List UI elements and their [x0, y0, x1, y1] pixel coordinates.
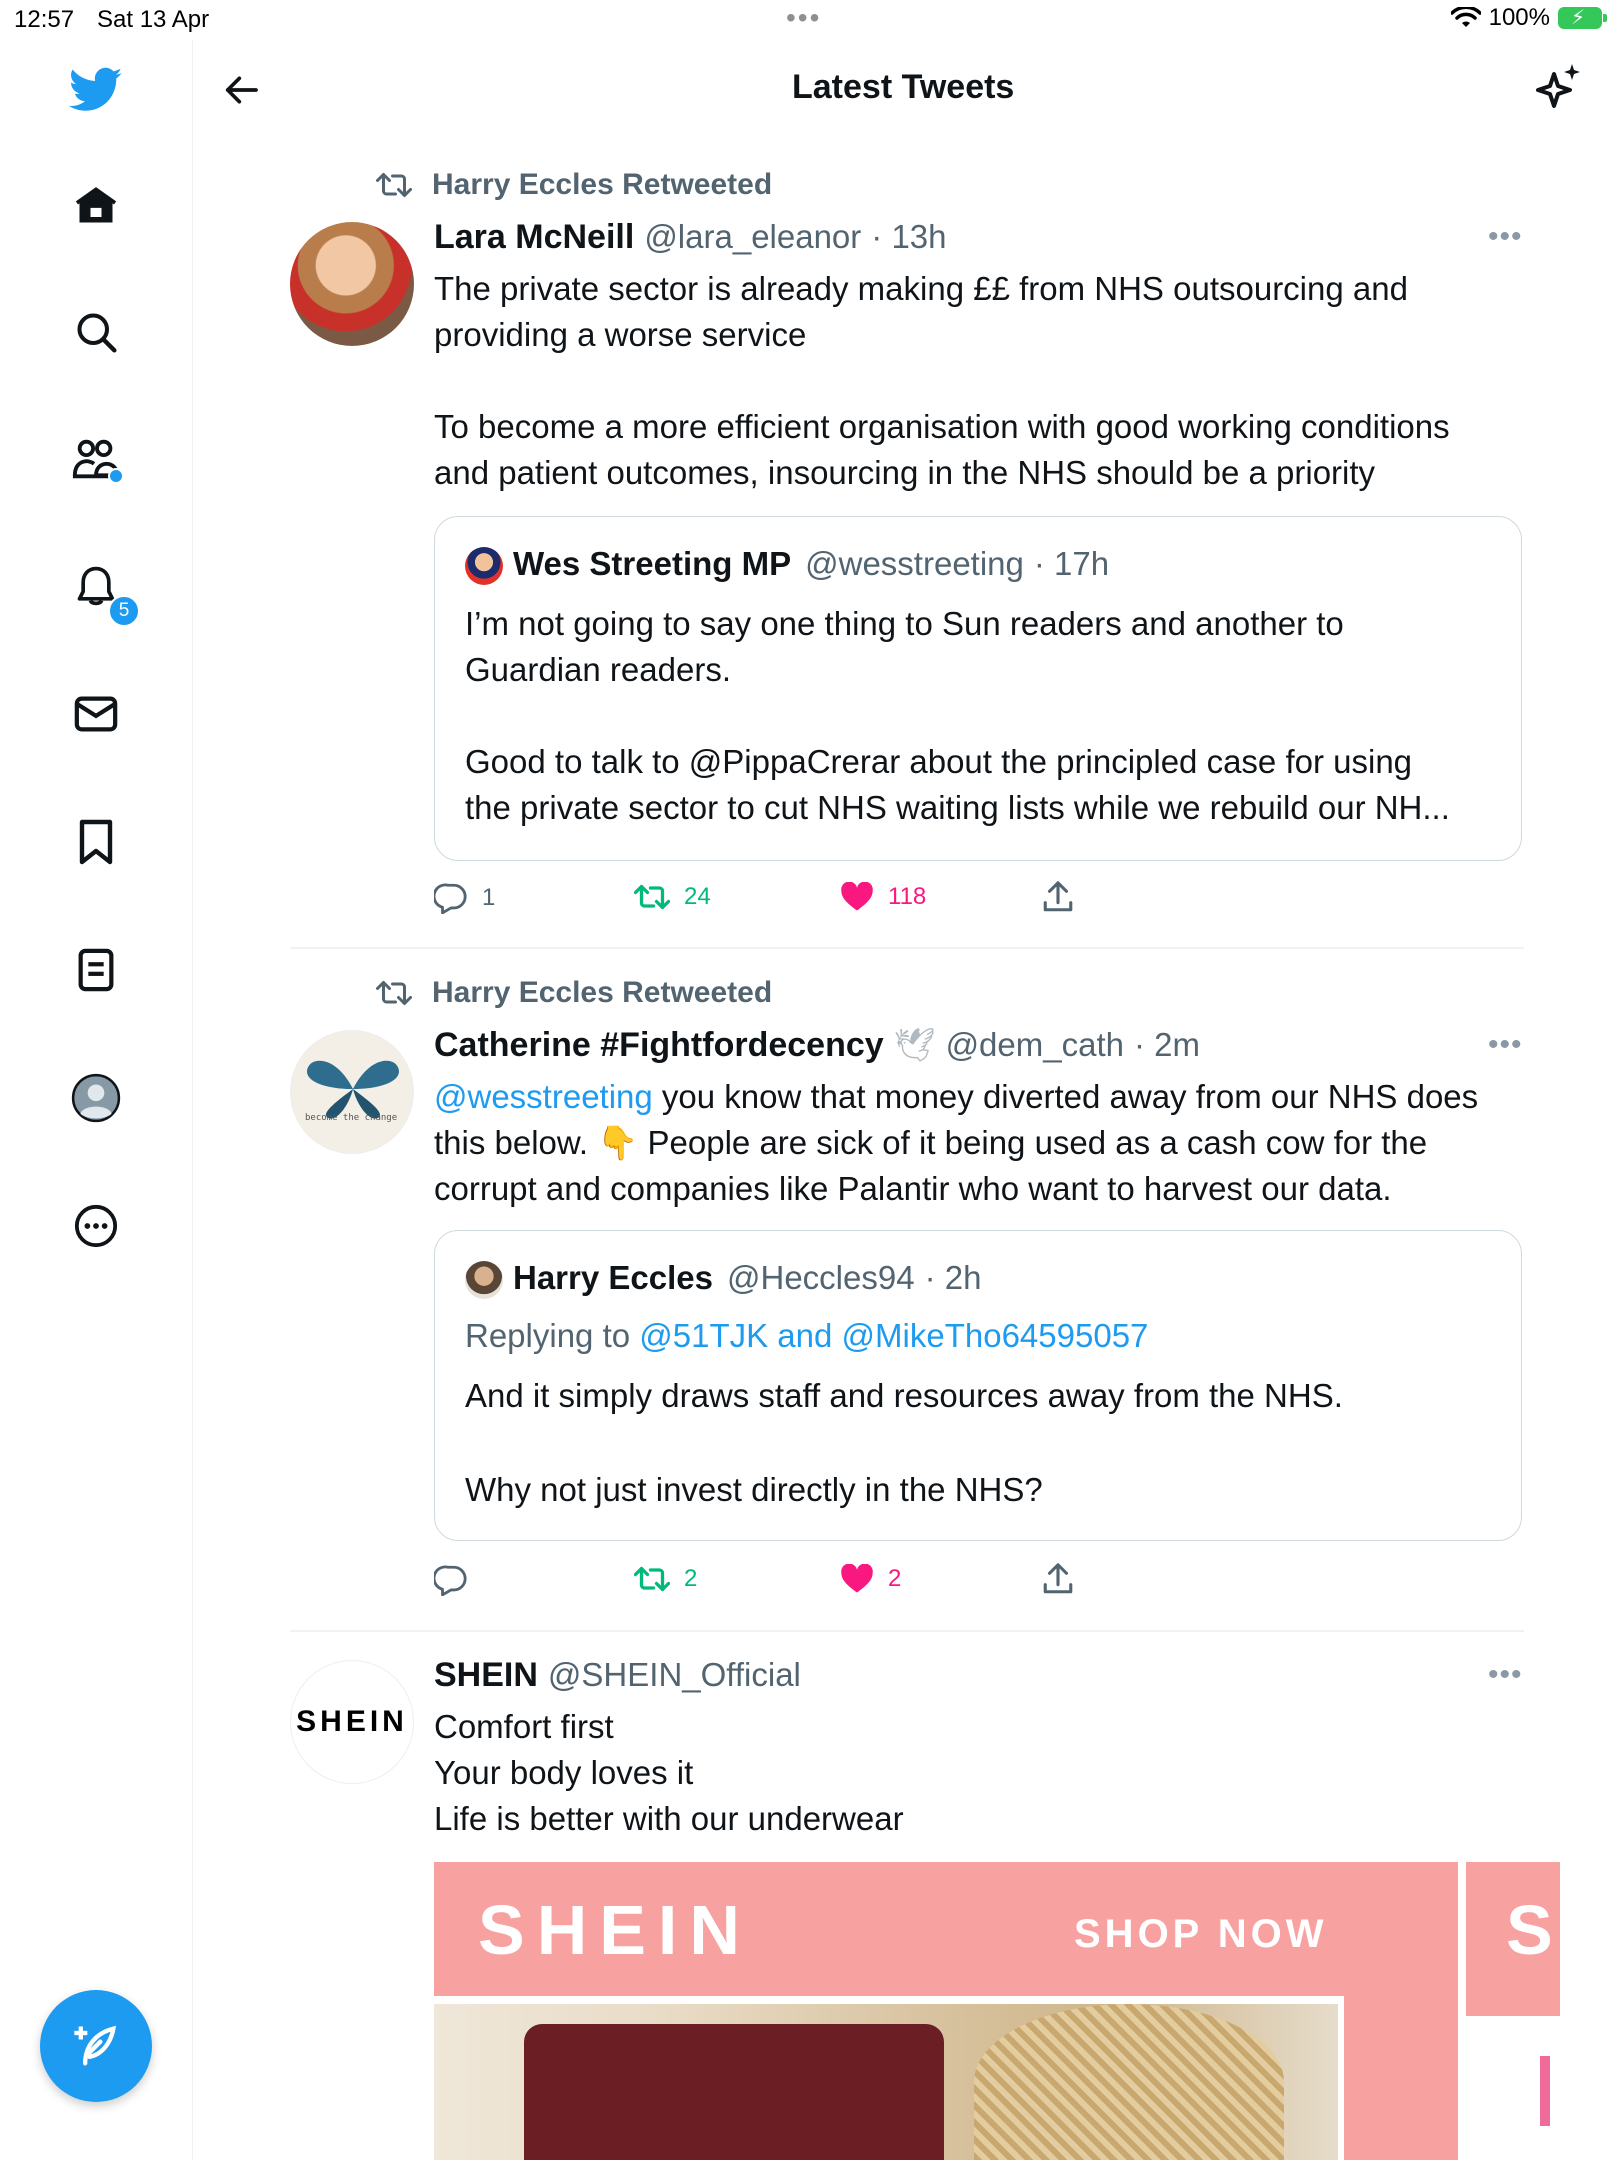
display-name[interactable]: SHEIN	[434, 1656, 538, 1694]
quoted-line: I’m not going to say one thing to Sun readers and another to	[465, 605, 1344, 642]
tweet-divider	[290, 1630, 1524, 1632]
profile-avatar-icon[interactable]	[68, 1070, 124, 1126]
display-name[interactable]: Catherine #Fightfordecency	[434, 1026, 884, 1064]
retweet-icon	[376, 171, 412, 199]
tweet-line: Your body loves it	[434, 1754, 694, 1791]
like-button[interactable]	[840, 882, 926, 912]
tweet-text	[434, 1704, 1524, 1842]
quoted-line: the private sector to cut NHS waiting lists while we rebuild our NH...	[465, 789, 1450, 826]
display-name[interactable]: Lara McNeill	[434, 218, 635, 256]
status-time: 12:57	[14, 6, 75, 33]
quoted-line: Good to talk to @PippaCrerar about the principled case for using	[465, 743, 1413, 780]
tweet-line: To become a more efficient organisation with good working conditions	[434, 408, 1450, 445]
ad-product-image	[434, 2004, 1338, 2160]
user-avatar[interactable]	[290, 1660, 414, 1784]
status-date: Sat 13 Apr	[97, 6, 210, 33]
more-options-icon[interactable]: •••	[1488, 1028, 1523, 1061]
quoted-user-handle: @Heccles94	[726, 1259, 915, 1296]
retweeted-by-text[interactable]: Harry Eccles Retweeted	[432, 976, 773, 1009]
share-button[interactable]	[1042, 1562, 1074, 1596]
like-button[interactable]	[840, 1564, 901, 1594]
quoted-tweet[interactable]	[434, 516, 1522, 861]
retweet-label	[376, 168, 772, 202]
ad-media-card-next[interactable]	[1466, 1862, 1560, 2160]
avatar-caption: become the change	[305, 1113, 398, 1123]
tweet-line: and patient outcomes, insourcing in the NHS should be a priority	[434, 454, 1376, 491]
retweet-icon	[634, 882, 670, 912]
quoted-tweet[interactable]	[434, 1230, 1522, 1541]
quoted-tweet-text	[465, 1373, 1505, 1513]
retweeted-by-text[interactable]: Harry Eccles Retweeted	[432, 168, 773, 201]
home-icon[interactable]	[68, 178, 124, 234]
quoted-line: Guardian readers.	[465, 651, 731, 688]
quoted-display-name: Harry Eccles	[513, 1259, 713, 1296]
tweet-line: corrupt and companies like Palantir who want to harvest our data.	[434, 1170, 1392, 1207]
ad-brand-text: SHEIN	[478, 1891, 752, 1969]
twitter-logo-icon[interactable]	[68, 62, 124, 118]
reply-button[interactable]	[434, 1564, 482, 1596]
share-button[interactable]	[1042, 880, 1074, 914]
product-underwear-image	[524, 2024, 944, 2160]
lists-icon[interactable]	[68, 942, 124, 998]
replying-to-users[interactable]: @51TJK and @MikeTho64595057	[639, 1317, 1149, 1354]
reply-button[interactable]	[434, 882, 495, 914]
quoted-tweet-time: · 2h	[924, 1259, 982, 1296]
wifi-icon	[1451, 7, 1481, 29]
compose-tweet-button[interactable]	[40, 1990, 152, 2102]
communities-dot	[108, 468, 124, 484]
tweet-header	[434, 1656, 801, 1695]
ad-cta-text[interactable]: SHOP NOW	[1074, 1912, 1328, 1956]
retweet-icon	[634, 1564, 670, 1594]
retweet-icon	[376, 979, 412, 1007]
woven-basket-image	[974, 2004, 1284, 2160]
battery-percent: 100%	[1488, 4, 1550, 31]
quoted-display-name: Wes Streeting MP	[513, 545, 792, 582]
replying-to	[465, 1317, 1148, 1355]
replying-to-prefix: Replying to	[465, 1317, 640, 1354]
quoted-tweet-time: · 17h	[1033, 545, 1110, 582]
share-icon	[1042, 880, 1074, 914]
ad-media-card[interactable]	[434, 1862, 1458, 2160]
sidebar	[0, 40, 193, 2160]
notifications-badge: 5	[108, 595, 140, 627]
like-count: 118	[888, 883, 927, 910]
tweet-line: you know that money diverted away from our NHS does	[652, 1078, 1479, 1115]
tweet-header	[434, 1026, 1200, 1065]
quoted-user-avatar	[465, 1261, 503, 1299]
butterfly-icon	[291, 1039, 414, 1139]
sparkle-icon[interactable]	[1534, 62, 1582, 119]
status-bar	[0, 0, 1620, 40]
more-icon[interactable]	[68, 1198, 124, 1254]
user-handle[interactable]: @lara_eleanor	[644, 218, 862, 255]
back-arrow-icon[interactable]	[220, 70, 262, 115]
quoted-tweet-text	[465, 601, 1505, 831]
ad-next-card-image	[1466, 2016, 1560, 2160]
reply-count: 1	[482, 884, 496, 911]
user-avatar[interactable]	[290, 222, 414, 346]
reply-icon	[434, 882, 468, 914]
dove-emoji: 🕊	[893, 1026, 936, 1063]
battery-icon: ⚡	[1558, 7, 1602, 29]
retweet-button[interactable]	[634, 1564, 697, 1594]
status-right	[1451, 4, 1602, 32]
mention-link[interactable]: @wesstreeting	[434, 1078, 653, 1115]
multitasking-dots[interactable]: •••	[786, 2, 822, 33]
retweet-count: 24	[684, 883, 711, 910]
bookmarks-icon[interactable]	[68, 814, 124, 870]
quoted-line: Why not just invest directly in the NHS?	[465, 1471, 1043, 1508]
tweet-line: this below. 👇 People are sick of it being used as a cash cow for the	[434, 1124, 1428, 1161]
tweet-text	[434, 1074, 1534, 1212]
quoted-tweet-header	[513, 1259, 981, 1297]
tweet-divider	[290, 947, 1524, 949]
heart-icon	[840, 882, 874, 912]
tweet-text	[434, 266, 1524, 496]
more-options-icon[interactable]: •••	[1488, 1658, 1523, 1691]
messages-icon[interactable]	[68, 686, 124, 742]
tweet-line: Comfort first	[434, 1708, 614, 1745]
tweet-line: The private sector is already making ££ from NHS outsourcing and	[434, 270, 1408, 307]
user-handle[interactable]: @dem_cath	[945, 1026, 1124, 1063]
tweet-header	[434, 218, 947, 257]
share-icon	[1042, 1562, 1074, 1596]
retweet-label	[376, 976, 772, 1010]
tweet-line: Life is better with our underwear	[434, 1800, 904, 1837]
more-options-icon[interactable]: •••	[1488, 220, 1523, 253]
quoted-tweet-header	[513, 545, 1109, 583]
tweet-line: providing a worse service	[434, 316, 807, 353]
reply-icon	[434, 1564, 468, 1596]
tweet-time[interactable]: · 13h	[871, 218, 947, 255]
quoted-user-avatar	[465, 547, 503, 585]
search-icon[interactable]	[68, 304, 124, 360]
retweet-button[interactable]	[634, 882, 711, 912]
user-avatar[interactable]	[290, 1030, 414, 1154]
quoted-line: And it simply draws staff and resources away from the NHS.	[465, 1377, 1343, 1414]
avatar-logo-text: SHEIN	[296, 1705, 408, 1738]
ad-image-frame	[434, 1996, 1344, 2160]
quoted-user-handle: @wesstreeting	[805, 545, 1024, 582]
tweet-time[interactable]: · 2m	[1134, 1026, 1200, 1063]
page-title: Latest Tweets	[792, 68, 1015, 106]
user-handle[interactable]: @SHEIN_Official	[547, 1656, 801, 1693]
ad-next-card-letter: S	[1506, 1891, 1553, 1969]
like-count: 2	[888, 1565, 902, 1592]
retweet-count: 2	[684, 1565, 698, 1592]
heart-icon	[840, 1564, 874, 1594]
